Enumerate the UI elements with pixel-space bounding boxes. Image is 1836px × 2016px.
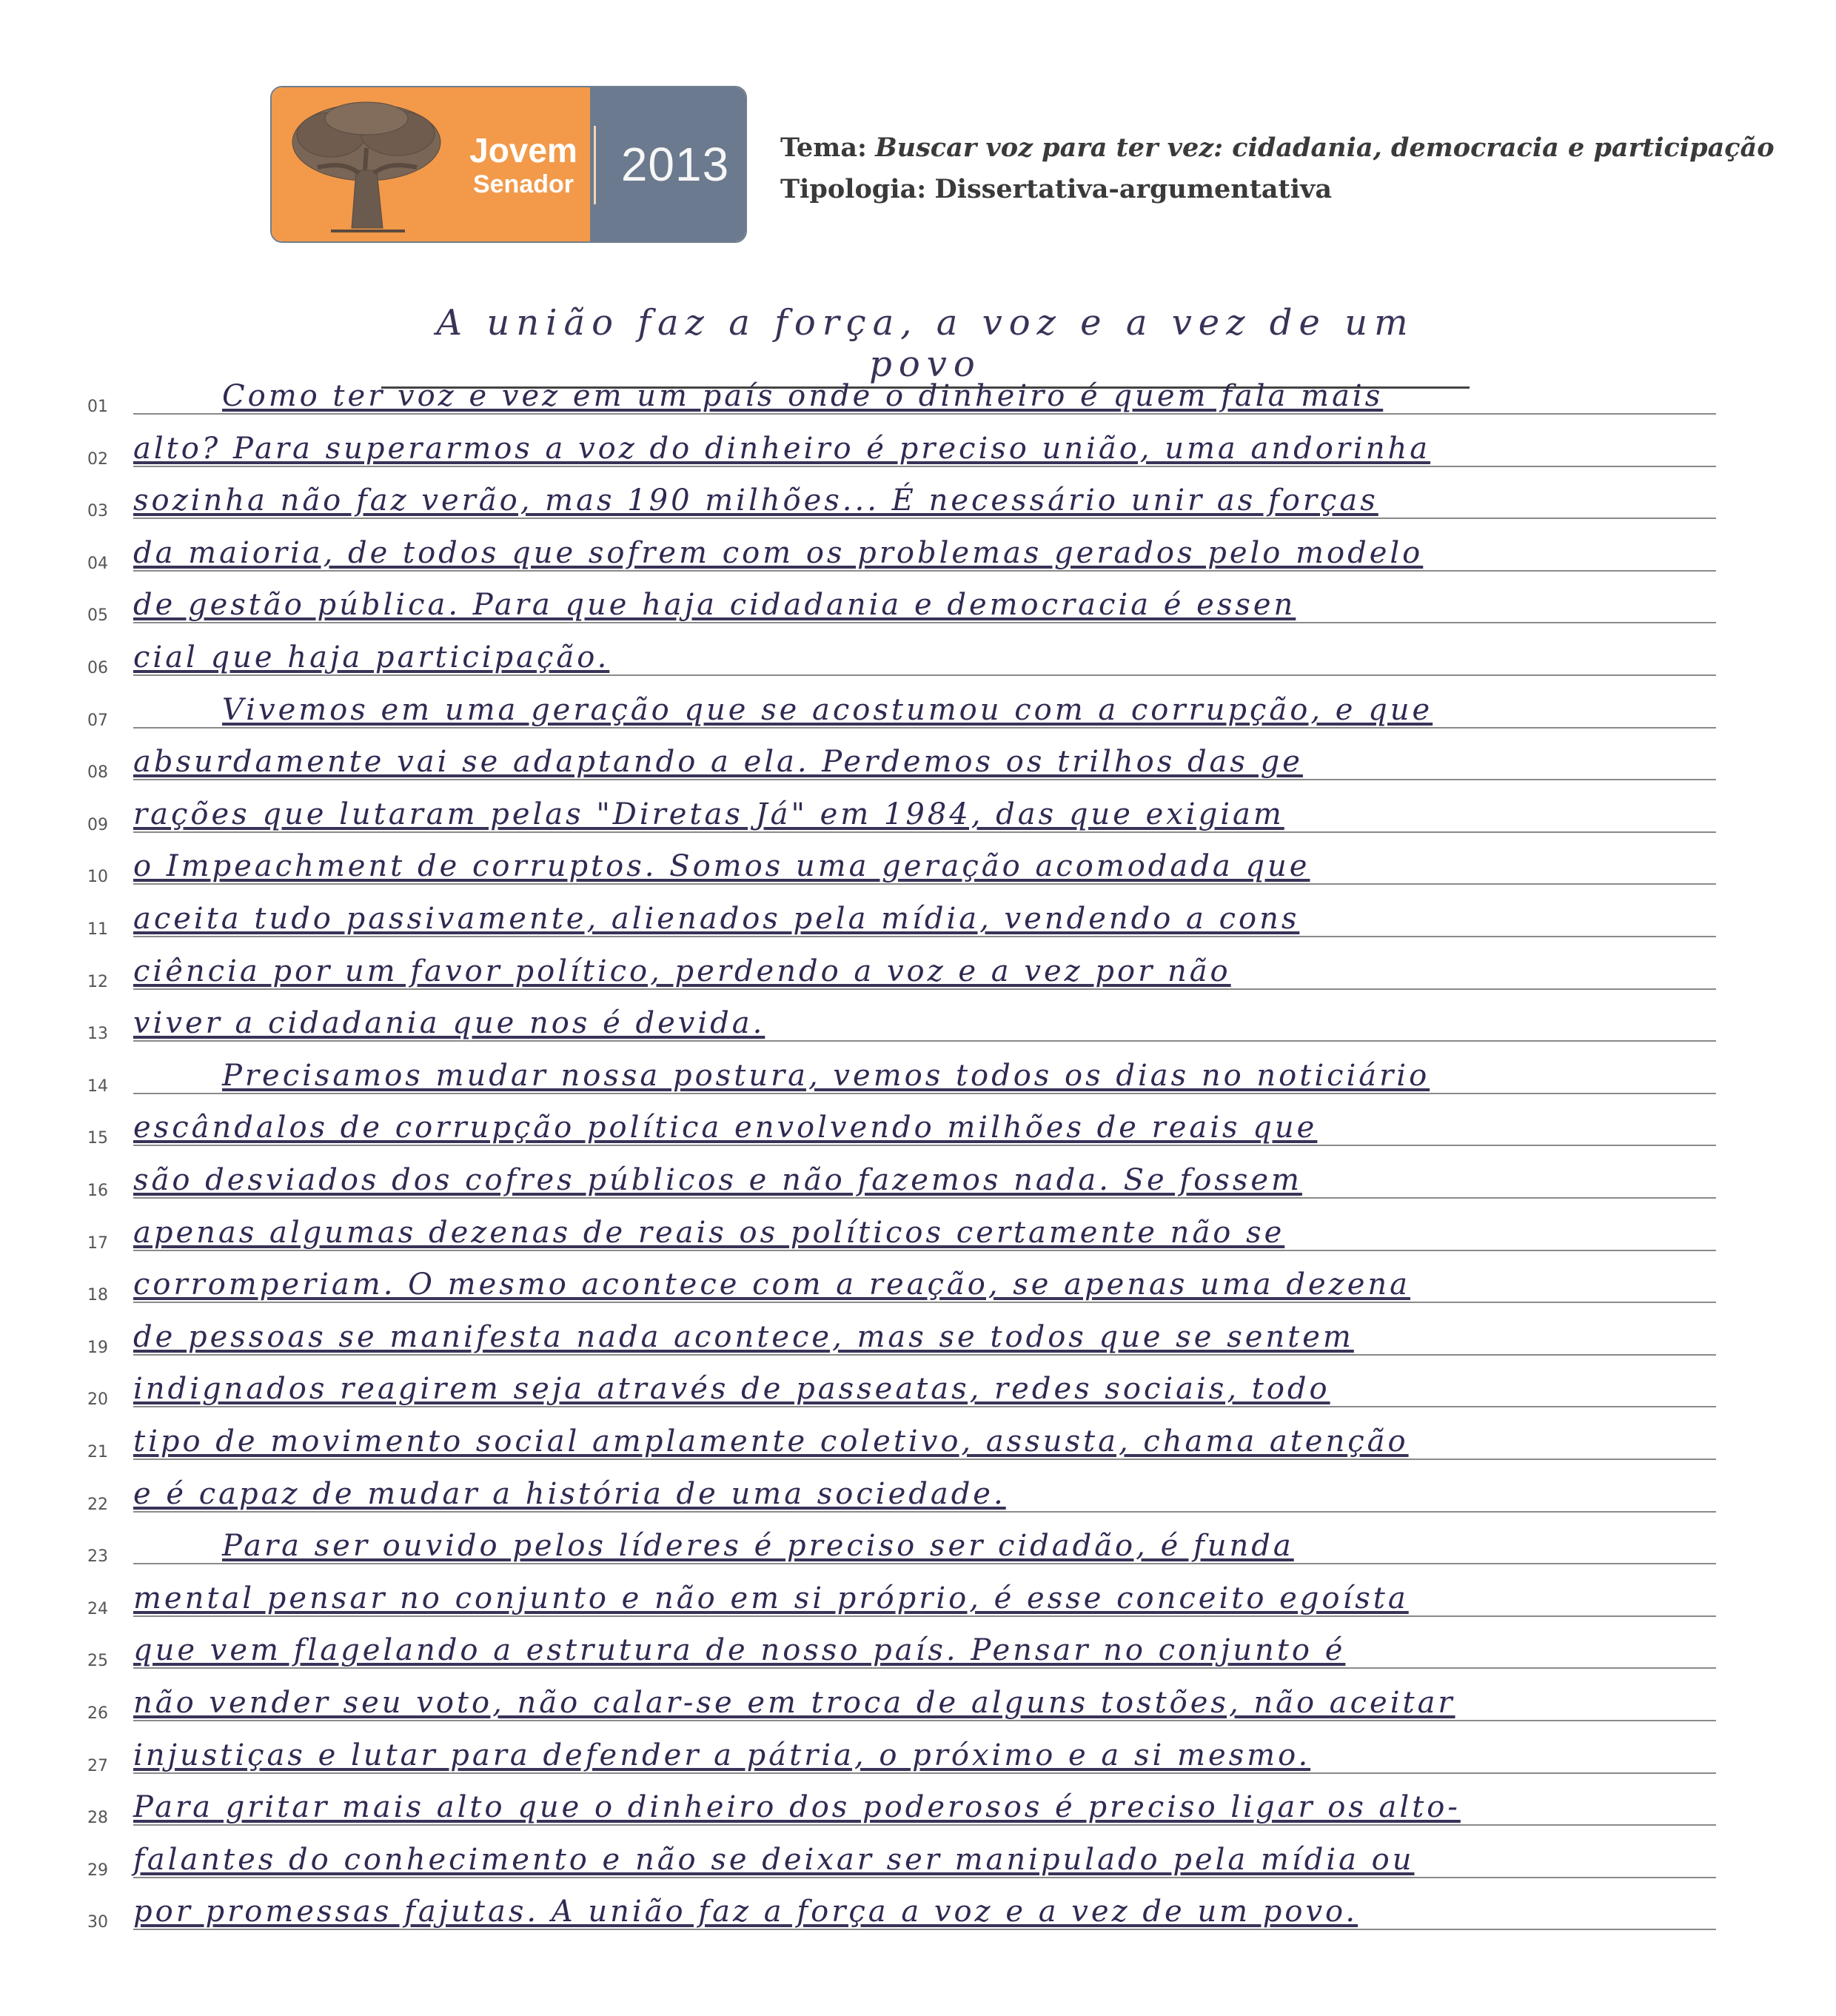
handwritten-text: alto? Para superarmos a voz do dinheiro é preciso união, uma andorinha — [133, 431, 1431, 466]
tema-value: Buscar voz para ter vez: cidadania, democracia e participação — [875, 133, 1775, 163]
essay-title: A união faz a força, a voz e a vez de um povo — [381, 302, 1470, 389]
essay-line — [87, 797, 1716, 839]
line-number: 11 — [87, 920, 108, 939]
essay-line — [87, 745, 1716, 786]
line-number: 18 — [87, 1286, 108, 1305]
essay-line — [87, 1216, 1716, 1257]
line-number: 25 — [87, 1652, 108, 1671]
essay-line — [87, 1477, 1716, 1518]
line-number: 24 — [87, 1599, 108, 1618]
tipologia-label: Tipologia: — [780, 174, 927, 204]
ruled-line — [133, 1720, 1716, 1721]
essay-line — [87, 1843, 1716, 1884]
essay-line — [87, 1006, 1716, 1048]
ruled-line — [133, 1250, 1716, 1251]
ruled-line — [133, 1354, 1716, 1356]
logo-year: 2013 — [620, 138, 730, 191]
essay-line — [87, 432, 1716, 473]
essay-line — [87, 588, 1716, 629]
ruled-line — [133, 1406, 1716, 1407]
line-number: 22 — [87, 1495, 108, 1514]
ruled-line — [133, 466, 1716, 467]
ruled-line — [133, 1302, 1716, 1303]
handwritten-text: sozinha não faz verão, mas 190 milhões... É necessário unir as forças — [133, 483, 1378, 518]
handwritten-text: injustiças e lutar para defender a pátria, o próximo e a si mesmo. — [133, 1738, 1311, 1772]
line-number: 02 — [87, 449, 108, 469]
line-number: 03 — [87, 502, 108, 521]
handwritten-text: apenas algumas dezenas de reais os políticos certamente não se — [133, 1215, 1285, 1250]
handwritten-text: Para ser ouvido pelos líderes é preciso ser cidadão, é funda — [222, 1529, 1294, 1564]
ruled-line — [133, 1877, 1716, 1878]
ruled-line — [133, 1824, 1716, 1826]
line-number: 09 — [87, 815, 108, 834]
ruled-line — [133, 1197, 1716, 1199]
handwritten-text: Para gritar mais alto que o dinheiro dos poderosos é preciso ligar os alto- — [133, 1790, 1461, 1825]
handwritten-text: Precisamos mudar nossa postura, vemos todos os dias no noticiário — [222, 1058, 1430, 1093]
line-number: 20 — [87, 1390, 108, 1410]
line-number: 14 — [87, 1076, 108, 1096]
tema-row — [780, 127, 1775, 169]
essay-line — [87, 1059, 1716, 1100]
handwritten-text: o Impeachment de corruptos. Somos uma geração acomodada que — [133, 849, 1310, 884]
handwritten-text: falantes do conhecimento e não se deixar ser manipulado pela mídia ou — [133, 1842, 1415, 1877]
ruled-line — [133, 413, 1716, 415]
line-number: 10 — [87, 868, 108, 887]
line-number: 23 — [87, 1547, 108, 1567]
handwritten-text: indignados reagirem seja através de passeatas, redes sociais, todo — [133, 1372, 1330, 1407]
essay-line — [87, 379, 1716, 421]
essay-line — [87, 1111, 1716, 1152]
ruled-line — [133, 831, 1716, 833]
handwritten-text: são desviados dos cofres públicos e não fazemos nada. Se fossem — [133, 1163, 1302, 1197]
line-number: 05 — [87, 606, 108, 626]
essay-line — [87, 1424, 1716, 1466]
ruled-line — [133, 988, 1716, 990]
handwritten-text: e é capaz de mudar a história de uma sociedade. — [133, 1476, 1006, 1511]
ruled-line — [133, 570, 1716, 572]
line-number: 06 — [87, 659, 108, 677]
essay-line — [87, 902, 1716, 943]
line-number: 07 — [87, 711, 108, 730]
ruled-line — [133, 1615, 1716, 1617]
ruled-line — [133, 1772, 1716, 1774]
line-number: 30 — [87, 1913, 108, 1932]
handwritten-text: cial que haja participação. — [133, 640, 610, 674]
handwritten-text: escândalos de corrupção política envolvendo milhões de reais que — [133, 1111, 1318, 1145]
essay-line — [87, 1372, 1716, 1413]
tree-icon — [279, 96, 449, 237]
jovem-senador-logo — [270, 86, 747, 243]
handwritten-text: corromperiam. O mesmo acontece com a reação, se apenas uma dezena — [133, 1267, 1410, 1302]
essay-line — [87, 1686, 1716, 1727]
essay-line — [87, 1320, 1716, 1362]
logo-year-panel — [590, 87, 746, 241]
ruled-line — [133, 1459, 1716, 1460]
essay-line — [87, 1163, 1716, 1205]
handwritten-text: Vivemos em uma geração que se acostumou com a corrupção, e que — [222, 692, 1433, 727]
essay-line — [87, 1267, 1716, 1309]
ruled-line — [133, 1929, 1716, 1930]
ruled-line — [133, 622, 1716, 623]
ruled-line — [133, 1511, 1716, 1513]
ruled-line — [133, 779, 1716, 780]
logo-orange-panel — [272, 87, 590, 241]
essay-line — [87, 1529, 1716, 1570]
handwritten-text: aceita tudo passivamente, alienados pela mídia, vendendo a cons — [133, 902, 1300, 936]
line-number: 13 — [87, 1025, 108, 1044]
line-number: 16 — [87, 1182, 108, 1200]
line-number: 04 — [87, 554, 108, 573]
handwritten-text: de gestão pública. Para que haja cidadania e democracia é essen — [133, 588, 1296, 623]
line-number: 26 — [87, 1704, 108, 1723]
ruled-line — [133, 1145, 1716, 1146]
tema-label: Tema: — [780, 133, 867, 163]
ruled-line — [133, 518, 1716, 519]
line-number: 17 — [87, 1233, 108, 1253]
essay-line — [87, 693, 1716, 734]
handwritten-text: absurdamente vai se adaptando a ela. Perdemos os trilhos das ge — [133, 745, 1303, 780]
ruled-line — [133, 936, 1716, 937]
ruled-line — [133, 674, 1716, 676]
ruled-line — [133, 883, 1716, 885]
essay-line — [87, 1633, 1716, 1675]
handwritten-text: da maioria, de todos que sofrem com os problemas gerados pelo modelo — [133, 535, 1424, 570]
handwritten-text: viver a cidadania que nos é devida. — [133, 1006, 765, 1041]
line-number: 28 — [87, 1809, 108, 1828]
essay-line — [87, 536, 1716, 577]
handwritten-text: rações que lutaram pelas "Diretas Já" em 1984, das que exigiam — [133, 797, 1284, 831]
handwritten-text: por promessas fajutas. A união faz a força a voz e a vez de um povo. — [133, 1895, 1358, 1929]
line-number: 15 — [87, 1129, 108, 1148]
logo-word-jovem: Jovem — [469, 131, 577, 170]
essay-meta — [780, 127, 1775, 210]
logo-word-senador: Senador — [472, 170, 574, 198]
logo-divider — [594, 126, 596, 204]
essay-line — [87, 1790, 1716, 1832]
essay-line — [87, 1581, 1716, 1623]
essay-line — [87, 1895, 1716, 1936]
ruled-line — [133, 1040, 1716, 1042]
ruled-line — [133, 727, 1716, 729]
essay-line — [87, 483, 1716, 525]
line-number: 12 — [87, 972, 108, 991]
handwritten-text: ciência por um favor político, perdendo a voz e a vez por não — [133, 954, 1231, 988]
line-number: 29 — [87, 1861, 108, 1880]
tipologia-row — [780, 169, 1775, 210]
tipologia-value: Dissertativa-argumentativa — [934, 174, 1333, 204]
ruled-line — [133, 1667, 1716, 1669]
essay-line — [87, 954, 1716, 996]
ruled-line — [133, 1563, 1716, 1564]
handwritten-text: não vender seu voto, não calar-se em troca de alguns tostões, não aceitar — [133, 1686, 1455, 1720]
handwritten-text: tipo de movimento social amplamente coletivo, assusta, chama atenção — [133, 1424, 1409, 1459]
essay-line — [87, 849, 1716, 891]
handwritten-text: que vem flagelando a estrutura de nosso país. Pensar no conjunto é — [133, 1633, 1346, 1668]
essay-line — [87, 1738, 1716, 1780]
line-number: 01 — [87, 398, 108, 416]
handwritten-text: mental pensar no conjunto e não em si próprio, é esse conceito egoísta — [133, 1581, 1409, 1615]
essay-line — [87, 640, 1716, 682]
line-number: 08 — [87, 763, 108, 783]
line-number: 27 — [87, 1756, 108, 1775]
ruled-line — [133, 1093, 1716, 1094]
handwritten-text: de pessoas se manifesta nada acontece, mas se todos que se sentem — [133, 1319, 1354, 1354]
line-number: 19 — [87, 1338, 108, 1357]
handwritten-text: Como ter voz e vez em um país onde o dinheiro é quem fala mais — [222, 379, 1384, 413]
line-number: 21 — [87, 1443, 108, 1461]
